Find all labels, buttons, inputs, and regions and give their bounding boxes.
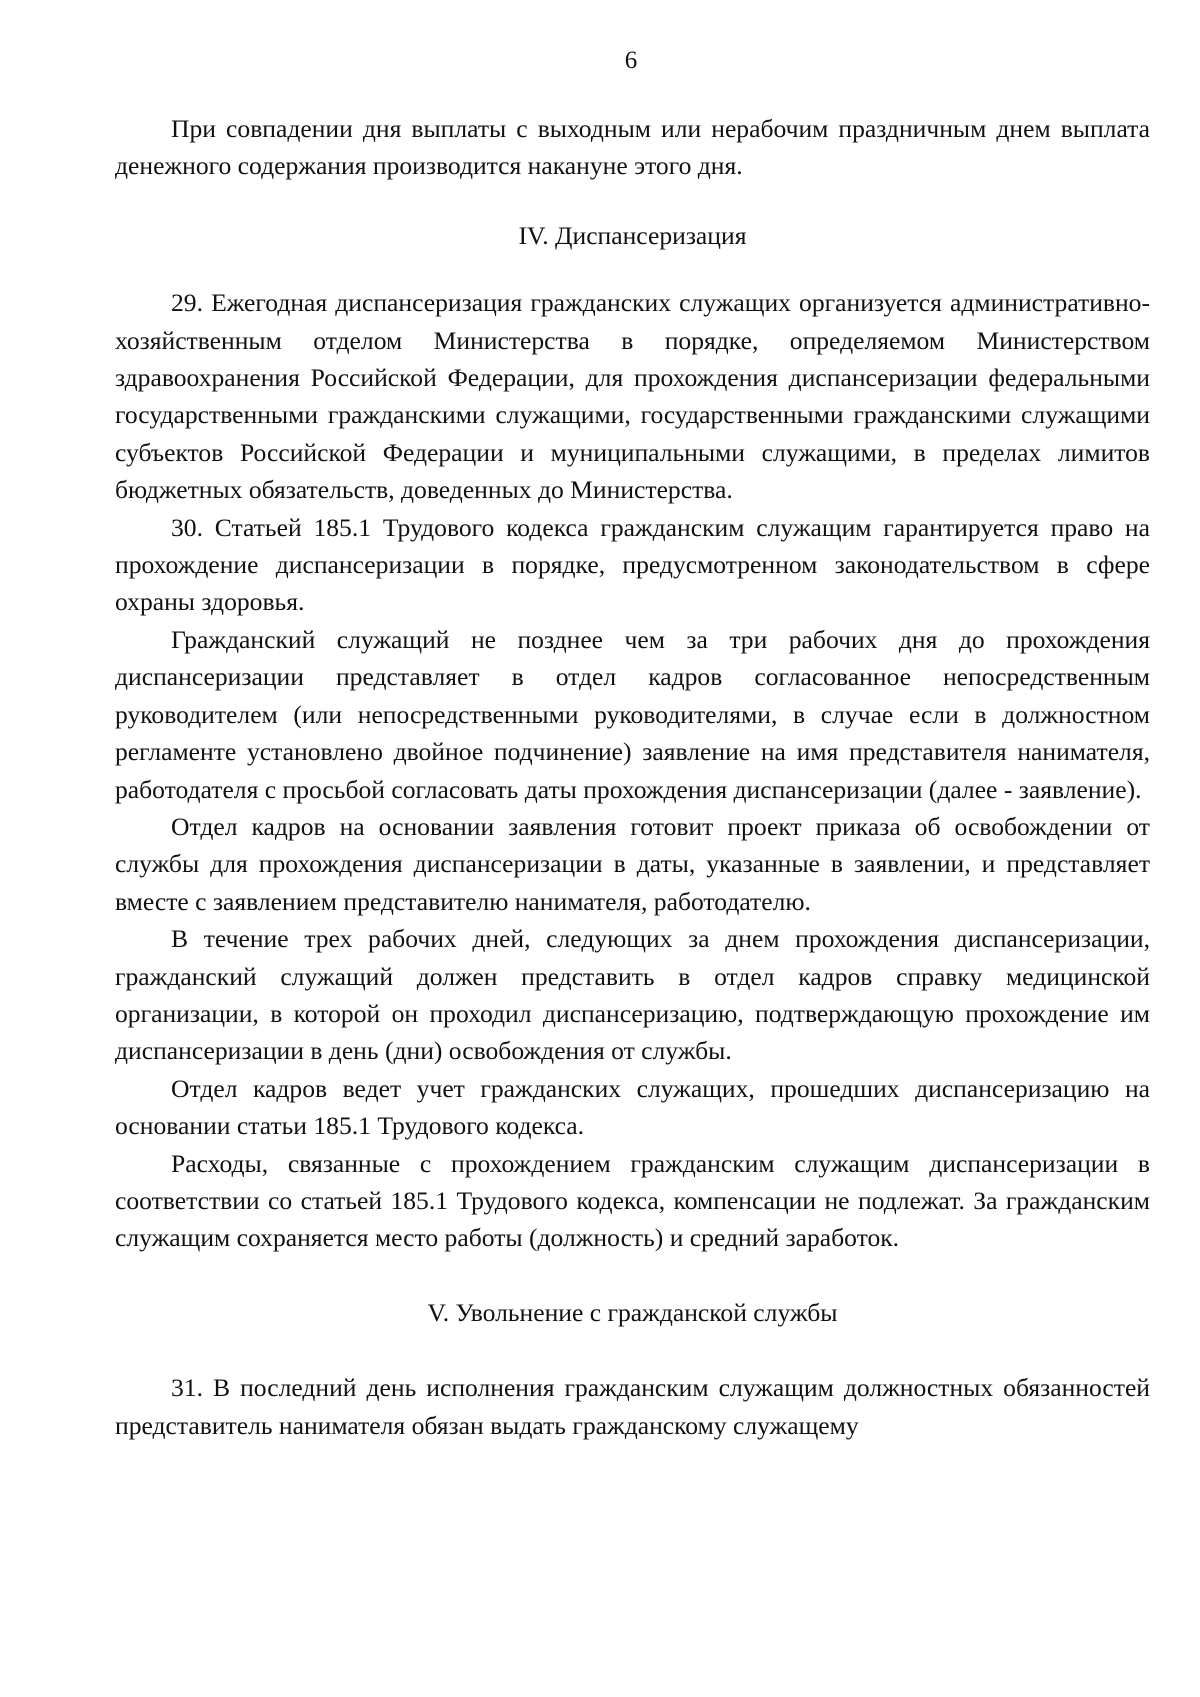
paragraph-records: Отдел кадров ведет учет гражданских служащих, прошедших диспансеризацию на основании статьи 185.1 Трудового кодекса. bbox=[115, 1073, 1150, 1141]
paragraph-order: Отдел кадров на основании заявления готовит проект приказа об освобождении от службы для прохождения диспансеризации в даты, указанные в заявлении, и представляет вместе с заявлением представителю нанимателя, работодателю. bbox=[115, 811, 1150, 916]
paragraph-29: 29. Ежегодная диспансеризация гражданских служащих организуется административно-хозяйственным отделом Министерства в порядке, определяемом Министерством здравоохранения Российской Федерации, для прохождения диспансеризации федеральными государственными гражданскими служащими, государственными гражданскими служащими субъектов Российской Федерации и муниципальными служащими, в пределах лимитов бюджетных обязательств, доведенных до Министерства. bbox=[115, 288, 1150, 505]
document-body bbox=[115, 110, 1150, 1444]
paragraph-certificate: В течение трех рабочих дней, следующих за днем прохождения диспансеризации, гражданский служащий должен представить в отдел кадров справку медицинской организации, в которой он проходил диспансеризацию, подтверждающую прохождение им диспансеризации в день (дни) освобождения от службы. bbox=[115, 924, 1150, 1066]
page-number: 6 bbox=[624, 47, 638, 74]
paragraph-31: 31. В последний день исполнения гражданским служащим должностных обязанностей представитель нанимателя обязан выдать гражданскому служащему bbox=[115, 1373, 1150, 1440]
section-4-title: IV. Диспансеризация bbox=[518, 220, 747, 250]
paragraph-expenses: Расходы, связанные с прохождением гражданским служащим диспансеризации в соответствии со статьей 185.1 Трудового кодекса, компенсации не подлежат. За гражданским служащим сохраняется место работы (должность) и средний заработок. bbox=[115, 1148, 1150, 1253]
paragraph-30: 30. Статьей 185.1 Трудового кодекса гражданским служащим гарантируется право на прохождение диспансеризации в порядке, предусмотренном законодательством в сфере охраны здоровья. bbox=[115, 512, 1150, 617]
paragraph-application: Гражданский служащий не позднее чем за три рабочих дня до прохождения диспансеризации представляет в отдел кадров согласованное непосредственным руководителем (или непосредственными руководителями, в случае если в должностном регламенте установлено двойное подчинение) заявление на имя представителя нанимателя, работодателя с просьбой согласовать даты прохождения диспансеризации (далее - заявление). bbox=[115, 624, 1150, 804]
intro-paragraph: При совпадении дня выплаты с выходным или нерабочим праздничным днем выплата денежного содержания производится накануне этого дня. bbox=[115, 114, 1150, 181]
section-5-title: V. Увольнение с гражданской службы bbox=[427, 1297, 838, 1327]
